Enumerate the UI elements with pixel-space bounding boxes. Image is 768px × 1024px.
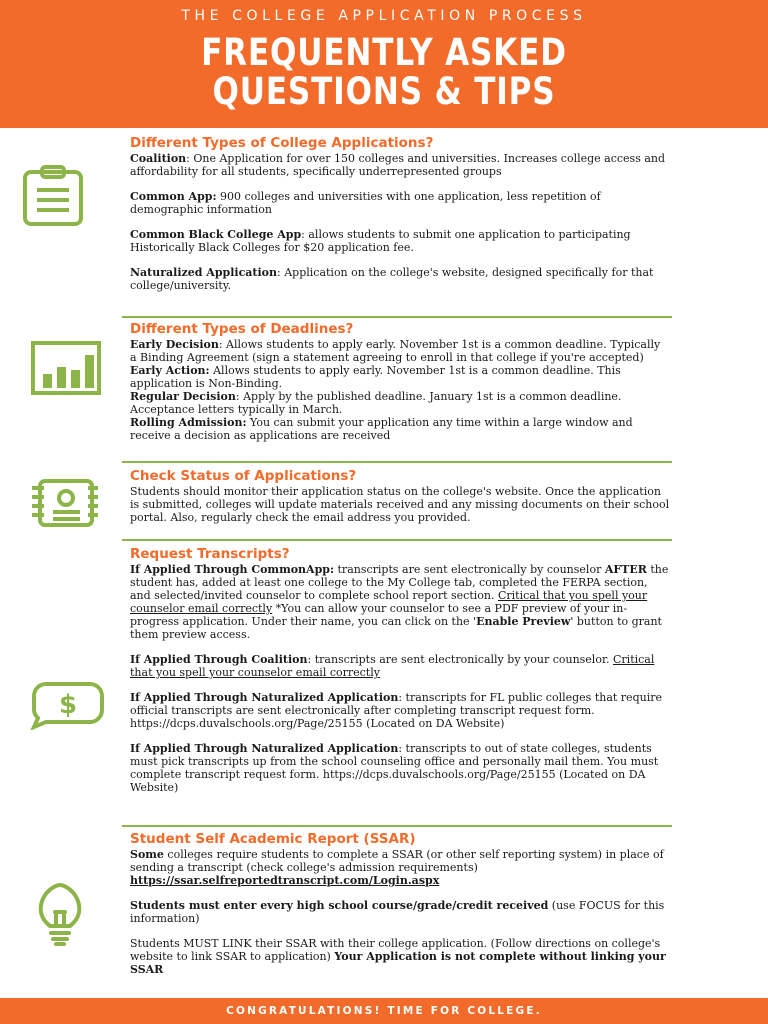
section-check-status	[130, 467, 670, 524]
section-request-transcripts	[130, 545, 670, 794]
lightbulb-icon	[36, 882, 84, 948]
ssar-intro-paragraph: Some colleges require students to complete a SSAR (or other self reporting system) in place of sending a transcript (check college's admission requirements) https://ssar.selfreportedtranscript.com/Login.aspx	[130, 848, 664, 887]
commonapp-transcript-paragraph: If Applied Through CommonApp: transcripts are sent electronically by counselor AFTER the student has, added at least one college to the My College tab, completed the FERPA section, and selected/invited counselor to complete school report section. Critical that you spell your counselor email correctly *You can allow your counselor to see a PDF preview of your in-progress application. Under their name, you can click on the 'Enable Preview' button to grant them preview access.	[130, 563, 669, 641]
section-divider	[122, 539, 672, 541]
ssar-link[interactable]: https://ssar.selfreportedtranscript.com/Login.aspx	[130, 874, 440, 887]
rolling-admission-paragraph: Rolling Admission: You can submit your application any time within a large window and receive a decision as applications are received	[130, 416, 633, 442]
naturalized-paragraph: Naturalized Application: Application on the college's website, designed specifically for that college/university.	[130, 266, 654, 292]
common-app-paragraph: Common App: 900 colleges and universities with one application, less repetition of demographic information	[130, 190, 601, 216]
coalition-paragraph: Coalition: One Application for over 150 colleges and universities. Increases college access and affordability for all students, specifically underrepresented groups	[130, 152, 666, 178]
naturalized-fl-transcript-paragraph: If Applied Through Naturalized Application: transcripts for FL public colleges that require official transcripts are sent electronically after completing transcript request form. https://dcps.duvalschools.org/Page/25155 (Located on DA Website)	[130, 691, 662, 730]
notebook-icon	[28, 478, 102, 528]
footer-text: CONGRATULATIONS! TIME FOR COLLEGE.	[226, 1005, 542, 1017]
header-kicker: THE COLLEGE APPLICATION PROCESS	[181, 8, 587, 24]
section-heading: Request Transcripts?	[130, 546, 290, 562]
regular-decision-paragraph: Regular Decision: Apply by the published deadline. January 1st is a common deadline. Acceptance letters typically in March.	[130, 390, 622, 416]
title-line-1: FREQUENTLY ASKED	[201, 31, 567, 74]
early-action-paragraph: Early Action: Allows students to apply early. November 1st is a common deadline. This application is Non-Binding.	[130, 364, 621, 390]
section-heading: Different Types of Deadlines?	[130, 321, 354, 337]
page-title	[61, 33, 706, 111]
early-decision-paragraph: Early Decision: Allows students to apply early. November 1st is a common deadline. Typically a Binding Agreement (sign a statement agreeing to enroll in that college if you're accepted)	[130, 338, 661, 364]
ssar-courses-paragraph: Students must enter every high school course/grade/credit received (use FOCUS for this information)	[130, 899, 665, 925]
section-application-types	[130, 134, 670, 292]
section-ssar	[130, 830, 670, 976]
naturalized-out-of-state-paragraph: If Applied Through Naturalized Application: transcripts to out of state colleges, students must pick transcripts up from the school counseling office and personally mail them. You must complete transcript request form. https://dcps.duvalschools.org/Page/25155 (Located on DA Website)	[130, 742, 659, 794]
section-heading: Different Types of College Applications?	[130, 135, 434, 151]
title-line-2: QUESTIONS & TIPS	[212, 70, 556, 113]
coalition-transcript-paragraph: If Applied Through Coalition: transcripts are sent electronically by your counselor. Critical that you spell your counselor email correctly	[130, 653, 655, 679]
dollar-speech-bubble-icon	[30, 680, 106, 730]
svg-text:$: $	[58, 690, 78, 720]
common-black-college-paragraph: Common Black College App: allows students to submit one application to participating Historically Black Colleges for $20 application fee.	[130, 228, 631, 254]
section-heading: Check Status of Applications?	[130, 468, 357, 484]
header-banner	[0, 0, 768, 128]
bar-chart-icon	[30, 340, 102, 396]
section-divider	[122, 461, 672, 463]
status-paragraph: Students should monitor their application status on the college's website. Once the application is submitted, colleges will update materials received and any missing documents on their school portal. Also, regularly check the email address you provided.	[130, 485, 670, 524]
section-deadlines	[130, 320, 670, 442]
ssar-link-paragraph: Students MUST LINK their SSAR with their college application. (Follow directions on college's website to link SSAR to application) Your Application is not complete without linking your SSAR	[130, 937, 666, 976]
clipboard-icon	[20, 165, 86, 227]
section-divider	[122, 825, 672, 827]
footer-banner	[0, 998, 768, 1024]
section-divider	[122, 316, 672, 318]
section-heading: Student Self Academic Report (SSAR)	[130, 831, 416, 847]
